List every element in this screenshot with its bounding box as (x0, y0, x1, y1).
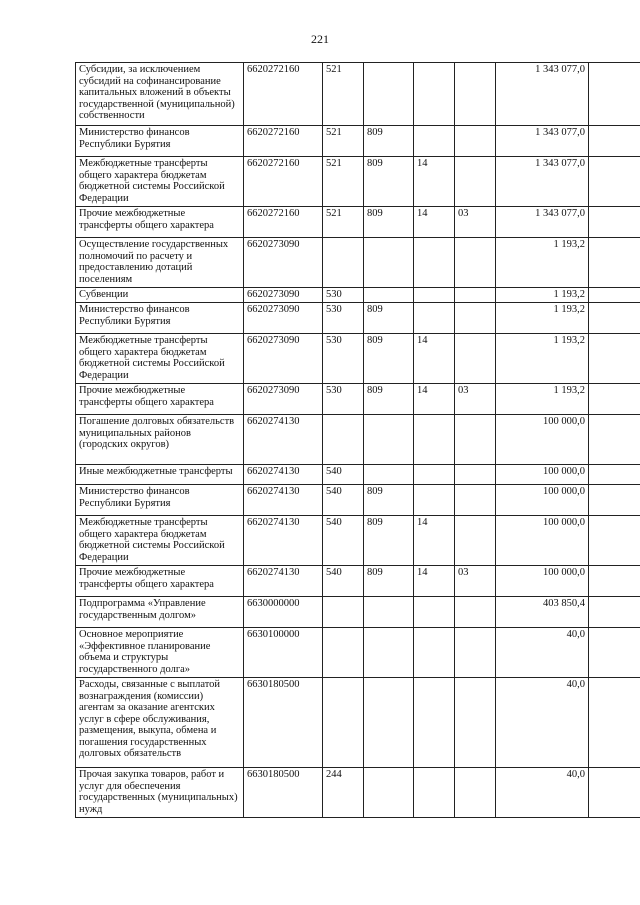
page-number: 221 (311, 32, 329, 46)
extra-cell (589, 678, 640, 768)
code-cell: 6620273090 (244, 384, 323, 415)
amount-cell: 403 850,4 (496, 597, 589, 628)
expense-type-cell: 530 (323, 288, 364, 303)
expense-type-cell: 540 (323, 516, 364, 566)
table-row (76, 238, 640, 288)
name-cell: Погашение долговых обязательств муниципальных районов (городских округов) (76, 415, 244, 465)
extra-cell (589, 384, 640, 415)
code-cell: 6630100000 (244, 628, 323, 678)
table-row (76, 516, 640, 566)
ministry-cell (364, 768, 414, 818)
subsection-cell: 03 (455, 207, 496, 238)
amount-cell: 1 193,2 (496, 334, 589, 384)
expense-type-cell: 540 (323, 566, 364, 597)
name-cell: Подпрограмма «Управление государственным долгом» (76, 597, 244, 628)
ministry-cell (364, 628, 414, 678)
table-row (76, 384, 640, 415)
subsection-cell (455, 238, 496, 288)
section-cell (414, 628, 455, 678)
extra-cell (589, 566, 640, 597)
ministry-cell: 809 (364, 126, 414, 157)
extra-cell (589, 207, 640, 238)
expense-type-cell: 530 (323, 384, 364, 415)
amount-cell: 1 193,2 (496, 384, 589, 415)
expense-type-cell: 521 (323, 63, 364, 126)
subsection-cell (455, 63, 496, 126)
amount-cell: 1 343 077,0 (496, 207, 589, 238)
amount-cell: 100 000,0 (496, 415, 589, 465)
ministry-cell: 809 (364, 485, 414, 516)
section-cell (414, 415, 455, 465)
name-cell: Министерство финансов Республики Бурятия (76, 485, 244, 516)
extra-cell (589, 768, 640, 818)
code-cell: 6620272160 (244, 63, 323, 126)
subsection-cell (455, 465, 496, 485)
amount-cell: 100 000,0 (496, 516, 589, 566)
amount-cell: 40,0 (496, 678, 589, 768)
ministry-cell: 809 (364, 157, 414, 207)
amount-cell: 40,0 (496, 628, 589, 678)
extra-cell (589, 63, 640, 126)
ministry-cell: 809 (364, 303, 414, 334)
section-cell: 14 (414, 157, 455, 207)
table-row (76, 465, 640, 485)
ministry-cell: 809 (364, 334, 414, 384)
amount-cell: 1 343 077,0 (496, 63, 589, 126)
expense-type-cell: 521 (323, 126, 364, 157)
name-cell: Прочие межбюджетные трансферты общего характера (76, 384, 244, 415)
name-cell: Межбюджетные трансферты общего характера бюджетам бюджетной системы Российской Федерации (76, 157, 244, 207)
name-cell: Расходы, связанные с выплатой вознаграждения (комиссии) агентам за оказание агентских услуг в сфере обслуживания, размещения, выкупа, обмена и погашения государственных долговых обязательств (76, 678, 244, 768)
expense-type-cell: 530 (323, 334, 364, 384)
table-row (76, 288, 640, 303)
expense-type-cell (323, 628, 364, 678)
expense-type-cell: 540 (323, 465, 364, 485)
amount-cell: 1 193,2 (496, 238, 589, 288)
name-cell: Осуществление государственных полномочий по расчету и предоставлению дотаций поселениям (76, 238, 244, 288)
name-cell: Основное мероприятие «Эффективное планирование объема и структуры государственного долга» (76, 628, 244, 678)
code-cell: 6630180500 (244, 768, 323, 818)
ministry-cell: 809 (364, 566, 414, 597)
ministry-cell: 809 (364, 207, 414, 238)
name-cell: Прочие межбюджетные трансферты общего характера (76, 207, 244, 238)
table-row (76, 628, 640, 678)
section-cell: 14 (414, 207, 455, 238)
amount-cell: 40,0 (496, 768, 589, 818)
table-row (76, 768, 640, 818)
subsection-cell (455, 288, 496, 303)
subsection-cell (455, 516, 496, 566)
extra-cell (589, 126, 640, 157)
extra-cell (589, 628, 640, 678)
code-cell: 6620273090 (244, 238, 323, 288)
expense-type-cell: 530 (323, 303, 364, 334)
subsection-cell (455, 126, 496, 157)
ministry-cell: 809 (364, 516, 414, 566)
section-cell (414, 768, 455, 818)
section-cell (414, 126, 455, 157)
section-cell: 14 (414, 384, 455, 415)
subsection-cell (455, 415, 496, 465)
subsection-cell (455, 768, 496, 818)
expense-type-cell (323, 238, 364, 288)
code-cell: 6620274130 (244, 516, 323, 566)
section-cell (414, 238, 455, 288)
budget-table (75, 62, 640, 818)
subsection-cell (455, 334, 496, 384)
table-row (76, 207, 640, 238)
section-cell (414, 678, 455, 768)
name-cell: Субсидии, за исключением субсидий на софинансирование капитальных вложений в объекты государственной (муниципальной) собственности (76, 63, 244, 126)
ministry-cell (364, 597, 414, 628)
ministry-cell: 809 (364, 384, 414, 415)
ministry-cell (364, 415, 414, 465)
subsection-cell: 03 (455, 384, 496, 415)
table-row (76, 485, 640, 516)
code-cell: 6620274130 (244, 485, 323, 516)
extra-cell (589, 303, 640, 334)
section-cell: 14 (414, 334, 455, 384)
section-cell (414, 597, 455, 628)
extra-cell (589, 597, 640, 628)
section-cell (414, 288, 455, 303)
code-cell: 6620272160 (244, 126, 323, 157)
expense-type-cell (323, 597, 364, 628)
extra-cell (589, 485, 640, 516)
name-cell: Прочая закупка товаров, работ и услуг для обеспечения государственных (муниципальных) нужд (76, 768, 244, 818)
amount-cell: 1 193,2 (496, 288, 589, 303)
code-cell: 6620273090 (244, 288, 323, 303)
subsection-cell (455, 157, 496, 207)
subsection-cell: 03 (455, 566, 496, 597)
subsection-cell (455, 485, 496, 516)
section-cell: 14 (414, 516, 455, 566)
table-row (76, 63, 640, 126)
ministry-cell (364, 63, 414, 126)
extra-cell (589, 465, 640, 485)
name-cell: Межбюджетные трансферты общего характера бюджетам бюджетной системы Российской Федерации (76, 334, 244, 384)
code-cell: 6620272160 (244, 157, 323, 207)
code-cell: 6620273090 (244, 303, 323, 334)
code-cell: 6620272160 (244, 207, 323, 238)
expense-type-cell (323, 678, 364, 768)
section-cell: 14 (414, 566, 455, 597)
amount-cell: 1 343 077,0 (496, 157, 589, 207)
name-cell: Министерство финансов Республики Бурятия (76, 303, 244, 334)
name-cell: Министерство финансов Республики Бурятия (76, 126, 244, 157)
expense-type-cell: 244 (323, 768, 364, 818)
extra-cell (589, 288, 640, 303)
table-row (76, 157, 640, 207)
subsection-cell (455, 678, 496, 768)
code-cell: 6620273090 (244, 334, 323, 384)
expense-type-cell: 521 (323, 207, 364, 238)
amount-cell: 100 000,0 (496, 485, 589, 516)
amount-cell: 1 343 077,0 (496, 126, 589, 157)
amount-cell: 100 000,0 (496, 566, 589, 597)
table-body (76, 63, 640, 818)
subsection-cell (455, 628, 496, 678)
code-cell: 6620274130 (244, 465, 323, 485)
section-cell (414, 465, 455, 485)
table-row (76, 597, 640, 628)
code-cell: 6620274130 (244, 566, 323, 597)
extra-cell (589, 238, 640, 288)
code-cell: 6630180500 (244, 678, 323, 768)
section-cell (414, 303, 455, 334)
expense-type-cell (323, 415, 364, 465)
section-cell (414, 485, 455, 516)
ministry-cell (364, 465, 414, 485)
amount-cell: 1 193,2 (496, 303, 589, 334)
ministry-cell (364, 238, 414, 288)
expense-type-cell: 521 (323, 157, 364, 207)
name-cell: Субвенции (76, 288, 244, 303)
table-row (76, 334, 640, 384)
name-cell: Иные межбюджетные трансферты (76, 465, 244, 485)
name-cell: Межбюджетные трансферты общего характера бюджетам бюджетной системы Российской Федерации (76, 516, 244, 566)
extra-cell (589, 415, 640, 465)
subsection-cell (455, 303, 496, 334)
code-cell: 6630000000 (244, 597, 323, 628)
extra-cell (589, 334, 640, 384)
section-cell (414, 63, 455, 126)
expense-type-cell: 540 (323, 485, 364, 516)
ministry-cell (364, 288, 414, 303)
table-row (76, 678, 640, 768)
name-cell: Прочие межбюджетные трансферты общего характера (76, 566, 244, 597)
extra-cell (589, 157, 640, 207)
code-cell: 6620274130 (244, 415, 323, 465)
table-row (76, 415, 640, 465)
amount-cell: 100 000,0 (496, 465, 589, 485)
ministry-cell (364, 678, 414, 768)
subsection-cell (455, 597, 496, 628)
table-row (76, 303, 640, 334)
extra-cell (589, 516, 640, 566)
table-row (76, 566, 640, 597)
table-row (76, 126, 640, 157)
